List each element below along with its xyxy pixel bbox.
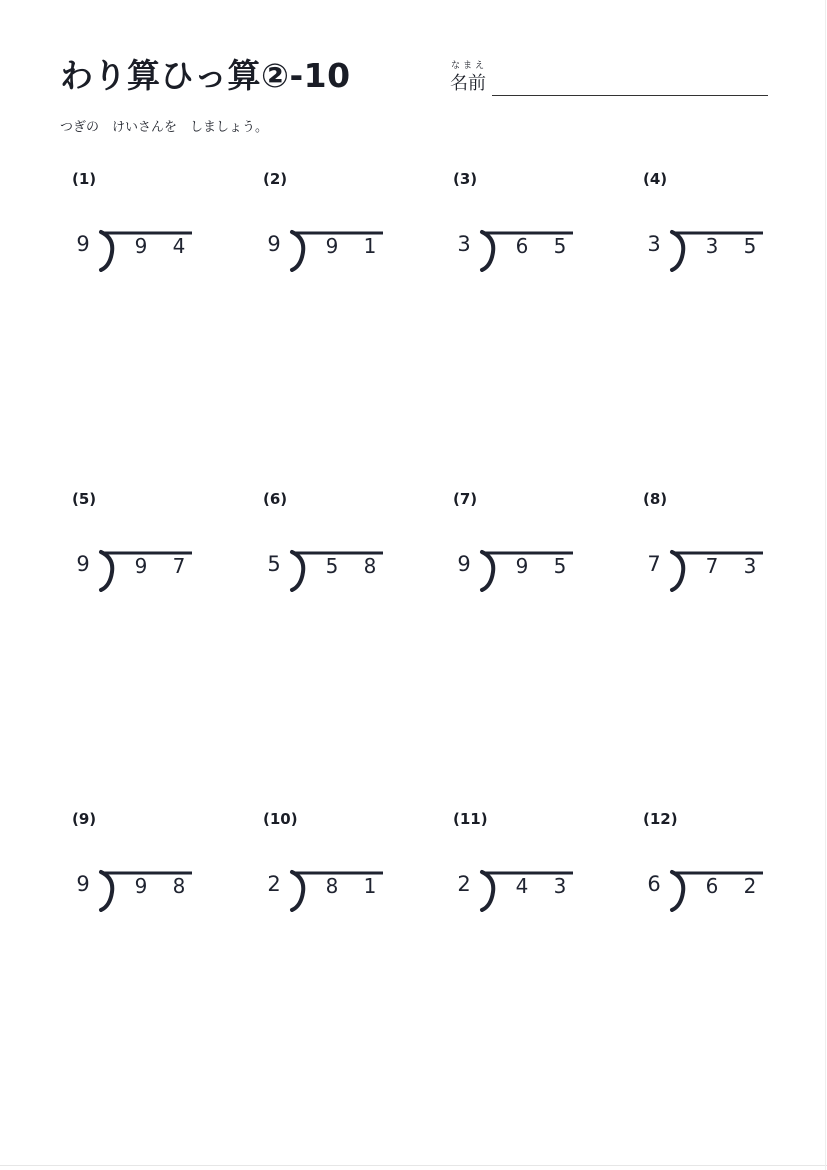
division-problem <box>60 490 230 610</box>
division-problem <box>441 490 611 610</box>
dividend-digit: 8 <box>363 554 377 578</box>
division-problem <box>441 170 611 290</box>
problem-number: (6) <box>263 490 288 508</box>
divisor: 9 <box>76 232 90 256</box>
division-problem <box>631 490 801 610</box>
page-right-edge <box>825 0 826 1170</box>
divisor: 3 <box>647 232 661 256</box>
divisor: 9 <box>76 552 90 576</box>
dividend-digit: 9 <box>134 874 148 898</box>
dividend <box>122 874 198 898</box>
problem-number: (1) <box>72 170 97 188</box>
dividend-digit: 5 <box>553 554 567 578</box>
dividend-digit: 3 <box>743 554 757 578</box>
problem-number: (7) <box>453 490 478 508</box>
divisor: 6 <box>647 872 661 896</box>
dividend <box>693 874 769 898</box>
problem-number: (4) <box>643 170 668 188</box>
problem-number: (2) <box>263 170 288 188</box>
division-problem <box>60 170 230 290</box>
dividend-digit: 8 <box>325 874 339 898</box>
bracket-curve <box>482 872 493 910</box>
division-problem <box>251 810 421 930</box>
divisor: 5 <box>267 552 281 576</box>
problem-number: (3) <box>453 170 478 188</box>
instructions: つぎの けいさんを しましょう。 <box>60 120 269 135</box>
dividend-digit: 2 <box>743 874 757 898</box>
dividend-digit: 5 <box>325 554 339 578</box>
divisor: 9 <box>76 872 90 896</box>
dividend <box>122 554 198 578</box>
dividend <box>693 554 769 578</box>
dividend-digit: 1 <box>363 874 377 898</box>
dividend-digit: 7 <box>172 554 186 578</box>
dividend-digit: 9 <box>325 234 339 258</box>
dividend-digit: 6 <box>515 234 529 258</box>
problem-number: (9) <box>72 810 97 828</box>
dividend-digit: 5 <box>553 234 567 258</box>
problem-number: (12) <box>643 810 678 828</box>
divisor: 2 <box>267 872 281 896</box>
worksheet-title: わり算ひっ算②-10 <box>60 56 351 95</box>
dividend <box>693 234 769 258</box>
name-write-line[interactable] <box>492 95 768 96</box>
dividend-digit: 8 <box>172 874 186 898</box>
dividend-digit: 1 <box>363 234 377 258</box>
divisor: 2 <box>457 872 471 896</box>
dividend-digit: 9 <box>134 554 148 578</box>
divisor: 9 <box>457 552 471 576</box>
dividend-digit: 6 <box>705 874 719 898</box>
dividend <box>122 234 198 258</box>
dividend-digit: 3 <box>705 234 719 258</box>
problem-number: (11) <box>453 810 488 828</box>
divisor: 3 <box>457 232 471 256</box>
bracket-curve <box>101 872 112 910</box>
dividend-digit: 4 <box>172 234 186 258</box>
name-label: 名前 <box>450 73 486 94</box>
bracket-curve <box>672 872 683 910</box>
dividend <box>503 234 579 258</box>
dividend <box>313 554 389 578</box>
dividend <box>503 554 579 578</box>
name-field <box>450 58 770 98</box>
bracket-curve <box>292 872 303 910</box>
bracket-curve <box>101 552 112 590</box>
division-problem <box>441 810 611 930</box>
problem-number: (10) <box>263 810 298 828</box>
divisor: 7 <box>647 552 661 576</box>
division-problem <box>631 810 801 930</box>
bracket-curve <box>292 552 303 590</box>
bracket-curve <box>672 552 683 590</box>
problem-number: (8) <box>643 490 668 508</box>
dividend-digit: 9 <box>515 554 529 578</box>
divisor: 9 <box>267 232 281 256</box>
dividend <box>503 874 579 898</box>
bracket-curve <box>292 232 303 270</box>
bracket-curve <box>101 232 112 270</box>
dividend-digit: 3 <box>553 874 567 898</box>
dividend-digit: 5 <box>743 234 757 258</box>
page-bottom-edge <box>0 1165 827 1166</box>
dividend-digit: 9 <box>134 234 148 258</box>
division-problem <box>251 170 421 290</box>
bracket-curve <box>482 232 493 270</box>
dividend-digit: 4 <box>515 874 529 898</box>
bracket-curve <box>672 232 683 270</box>
dividend <box>313 874 389 898</box>
name-ruby: なまえ <box>451 61 488 71</box>
dividend <box>313 234 389 258</box>
division-problem <box>60 810 230 930</box>
bracket-curve <box>482 552 493 590</box>
problem-number: (5) <box>72 490 97 508</box>
dividend-digit: 7 <box>705 554 719 578</box>
division-problem <box>251 490 421 610</box>
division-problem <box>631 170 801 290</box>
